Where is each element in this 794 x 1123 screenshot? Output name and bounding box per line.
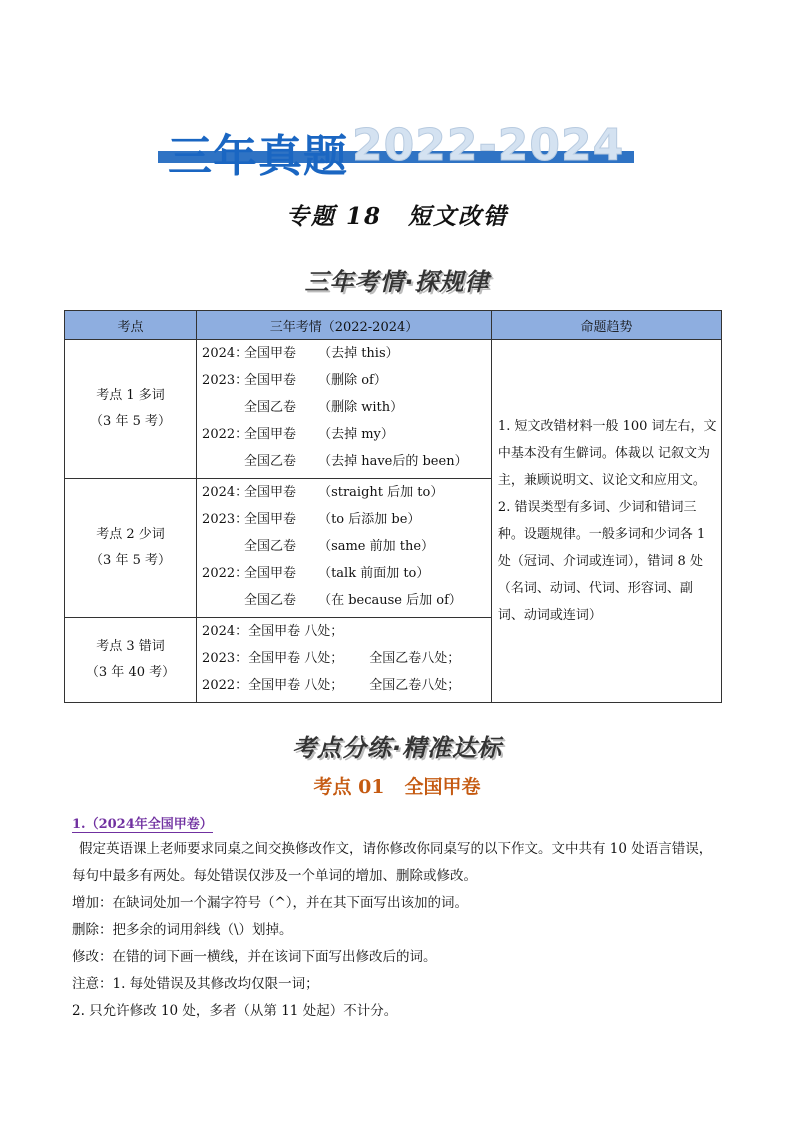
history-cell <box>197 340 492 479</box>
history-line: 全国乙卷 （在 because 后加 of） <box>244 593 462 608</box>
kaodian-heading-name: 全国甲卷 <box>404 776 481 798</box>
banner <box>0 118 794 182</box>
question-year: 2024 <box>98 817 135 832</box>
note-2: 2. 只允许修改 10 处，多者（从第 11 处起）不计分。 <box>72 1003 398 1019</box>
history-line: 2023：全国甲卷 （删除 of） <box>202 373 387 388</box>
banner-title-main: 三年真题 <box>168 131 348 182</box>
kaodian-count: （3 年 5 考） <box>90 553 171 568</box>
topic-name: 短文改错 <box>408 203 508 230</box>
kaodian-cell <box>65 618 197 703</box>
header-history: 三年考情（2022-2024） <box>197 311 492 340</box>
kaodian-label: 考点 2 少词 <box>96 527 165 542</box>
banner-title-years: 2022-2024 <box>352 120 625 171</box>
instruction-paragraph: 假定英语课上老师要求同桌之间交换修改作文，请你修改你同桌写的以下作文。文中共有 10 处语言错误，每句中最多有两处。每处错误仅涉及一个单词的增加、删除或修改。 <box>72 841 713 884</box>
kaodian-heading-label: 考点 01 <box>313 776 385 798</box>
kaodian-count: （3 年 40 考） <box>85 665 176 680</box>
history-line: 2022：全国甲卷 （去掉 my） <box>202 427 394 442</box>
instruction-modify: 修改：在错的词下画一横线，并在该词下面写出修改后的词。 <box>72 949 437 965</box>
trend-point-1: 1. 短文改错材料一般 100 词左右，文中基本没有生僻词。体裁以 记叙文为主，兼顾说明文、议论文和应用文。 <box>497 419 717 488</box>
history-line: 2024：全国甲卷 （去掉 this） <box>202 346 399 361</box>
kaodian-cell <box>65 479 197 618</box>
kaodian-label: 考点 3 错词 <box>96 639 165 654</box>
section-title-trends: 三年考情·探规律 <box>304 268 490 296</box>
trend-point-2: 2. 错误类型有多词、少词和错词三种。设题规律。一般多词和少词各 1 处（冠词、介词或连词），错词 8 处（名词、动词、代词、形容词、副词、动词或连词） <box>497 500 706 623</box>
note-1: 注意：1. 每处错误及其修改均仅限一词； <box>72 976 319 992</box>
kaodian-label: 考点 1 多词 <box>96 388 165 403</box>
history-line: 全国乙卷 （same 前加 the） <box>244 539 435 554</box>
kaodian-heading <box>0 772 794 799</box>
topic-heading <box>0 198 794 231</box>
history-line: 2022：全国甲卷 （talk 前面加 to） <box>202 566 430 581</box>
exam-trend-table <box>64 310 722 703</box>
history-cell <box>197 479 492 618</box>
topic-number: 专题 18 <box>285 203 382 230</box>
history-cell <box>197 618 492 703</box>
kaodian-cell <box>65 340 197 479</box>
history-line: 全国乙卷 （去掉 have后的 been） <box>244 454 468 469</box>
question-number: 1.（ <box>72 817 99 832</box>
trend-cell <box>491 340 721 703</box>
question-tag <box>72 813 213 833</box>
table-row <box>65 340 722 479</box>
history-line: 2023：全国甲卷 （to 后添加 be） <box>202 512 421 527</box>
table-header-row <box>65 311 722 340</box>
instruction-add: 增加：在缺词处加一个漏字符号（^），并在其下面写出该加的词。 <box>72 895 469 911</box>
history-line: 全国乙卷 （删除 with） <box>244 400 404 415</box>
history-line: 2022：全国甲卷 八处； 全国乙卷八处； <box>202 678 461 693</box>
header-trend: 命题趋势 <box>491 311 721 340</box>
history-line: 2024：全国甲卷 （straight 后加 to） <box>202 485 444 500</box>
history-line: 2024：全国甲卷 八处； <box>202 624 344 639</box>
history-line: 2023：全国甲卷 八处； 全国乙卷八处； <box>202 651 461 666</box>
instruction-delete: 删除：把多余的词用斜线（\）划掉。 <box>72 922 293 938</box>
section-title-practice: 考点分练·精准达标 <box>291 734 503 762</box>
kaodian-count: （3 年 5 考） <box>90 414 171 429</box>
header-kaodian: 考点 <box>65 311 197 340</box>
question-source: 年全国甲卷） <box>134 817 213 832</box>
